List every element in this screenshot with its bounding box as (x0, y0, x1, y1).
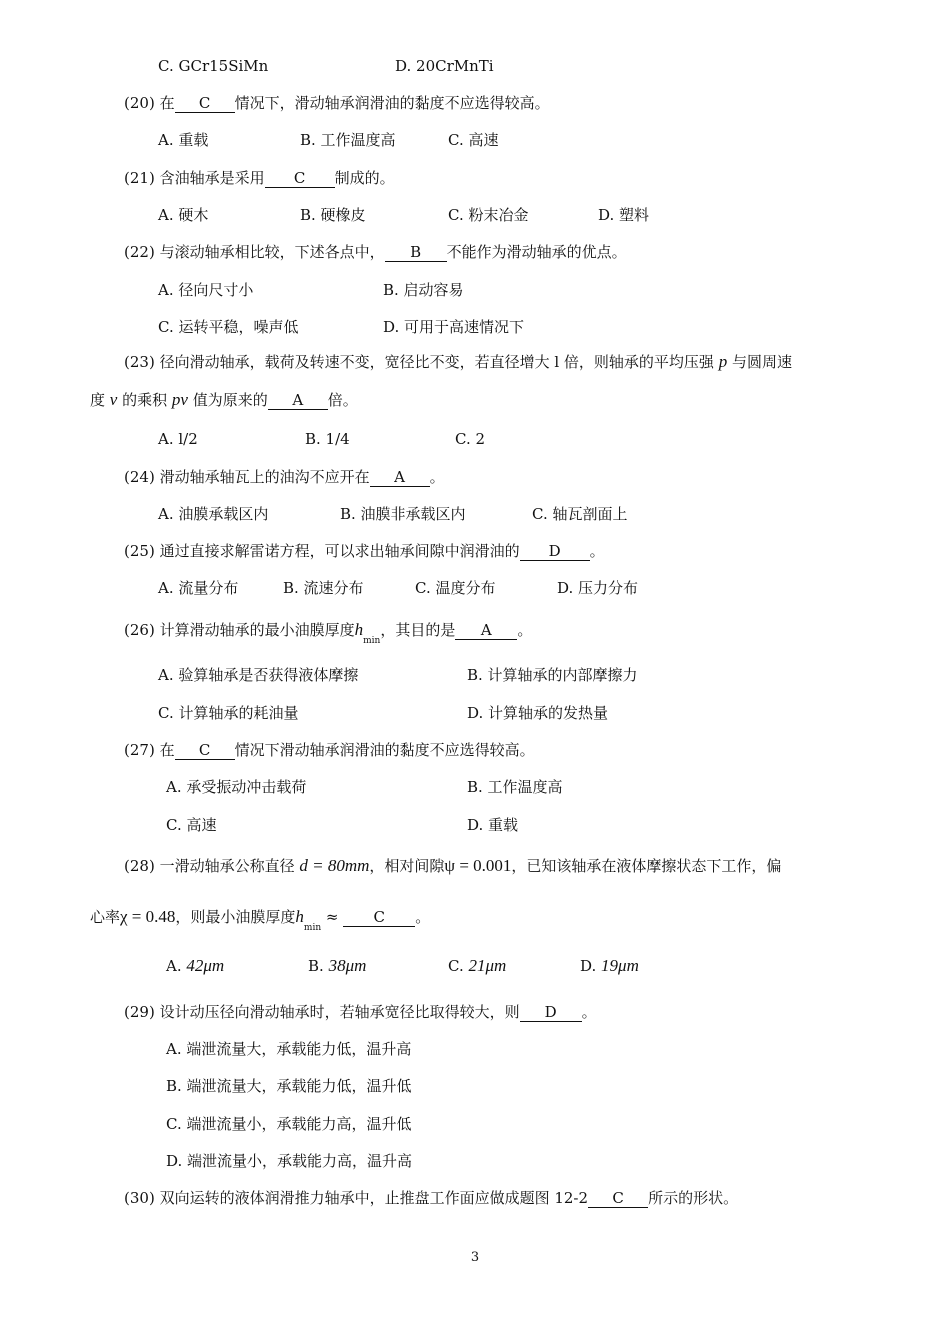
option-c-prev: C. GCr15SiMn (158, 57, 269, 75)
question-number: (22) (124, 243, 155, 261)
option-d: D. 重载 (467, 816, 519, 834)
answer-blank: C (175, 742, 235, 760)
question-text: 。 (415, 908, 431, 926)
question-number: (26) (124, 621, 155, 639)
answer-blank: A (455, 622, 517, 640)
option-d (580, 956, 639, 976)
question-text: 与圆周速 (731, 353, 792, 371)
question-text: 通过直接求解雷诺方程，可以求出轴承间隙中润滑油的 (159, 542, 520, 560)
subscript: min (363, 636, 381, 646)
question-text: 。 (517, 621, 533, 639)
question-number: (23) (124, 353, 155, 371)
question-text: 双向运转的液体润滑推力轴承中，止推盘工作面应做成题图 12-2 (159, 1189, 589, 1207)
pv-symbol: pv (171, 390, 188, 409)
option-label: B. (308, 957, 324, 975)
question-text: 含油轴承是采用 (159, 169, 265, 187)
option-c: C. 端泄流量小，承载能力高，温升低 (166, 1115, 412, 1133)
question-26 (124, 620, 533, 646)
question-25 (124, 541, 605, 561)
question-number: (28) (124, 857, 155, 875)
question-21 (124, 168, 395, 188)
answer-blank: C (588, 1190, 648, 1208)
question-text: 一滑动轴承公称直径 (159, 857, 295, 875)
option-a: A. l/2 (158, 430, 198, 448)
question-number: (30) (124, 1189, 155, 1207)
option-b: B. 1/4 (305, 430, 350, 448)
question-27 (124, 740, 535, 760)
question-text: 不能作为滑动轴承的优点。 (446, 243, 627, 261)
question-22 (124, 242, 627, 262)
film-thickness-symbol: h (295, 907, 304, 926)
subscript: min (303, 923, 322, 933)
option-value: 38μm (328, 956, 367, 975)
option-c: C. 温度分布 (415, 579, 496, 597)
question-text: 的乘积 (122, 391, 168, 409)
question-text: 与滚动轴承相比较，下述各点中， (159, 243, 385, 261)
question-text: 。 (429, 468, 445, 486)
question-23 (124, 352, 792, 372)
velocity-symbol: v (109, 390, 118, 409)
question-text: 制成的。 (334, 169, 395, 187)
question-number: (29) (124, 1003, 155, 1021)
answer-blank: A (268, 392, 328, 410)
question-text: 。 (589, 542, 605, 560)
question-text: 倍。 (327, 391, 358, 409)
eccentricity-equation: χ = 0.48 (120, 907, 176, 926)
option-d-prev: D. 20CrMnTi (395, 57, 494, 75)
option-c: C. 运转平稳，噪声低 (158, 318, 299, 336)
question-text: 值为原来的 (192, 391, 268, 409)
option-b: B. 流速分布 (283, 579, 364, 597)
answer-blank: B (385, 244, 447, 262)
option-a: A. 承受振动冲击载荷 (166, 778, 307, 796)
approx-symbol: ≈ (325, 908, 339, 926)
answer-blank: C (343, 909, 415, 927)
question-20 (124, 93, 550, 113)
option-d: D. 计算轴承的发热量 (467, 704, 609, 722)
question-text: 计算滑动轴承的最小油膜厚度 (159, 621, 355, 639)
question-29 (124, 1002, 597, 1022)
question-28-cont (90, 907, 431, 933)
question-24 (124, 467, 445, 487)
film-thickness-symbol: h (354, 620, 364, 639)
option-b (308, 956, 366, 976)
option-d: D. 可用于高速情况下 (383, 318, 525, 336)
option-a (166, 956, 224, 976)
option-a: A. 验算轴承是否获得液体摩擦 (158, 666, 359, 684)
option-label: C. (448, 957, 464, 975)
option-b: B. 硬橡皮 (300, 206, 366, 224)
answer-blank: A (370, 469, 430, 487)
question-number: (27) (124, 741, 155, 759)
option-b: B. 工作温度高 (467, 778, 563, 796)
option-a: A. 径向尺寸小 (158, 281, 254, 299)
question-23-cont (90, 390, 358, 410)
question-number: (25) (124, 542, 155, 560)
pressure-symbol: p (718, 352, 728, 371)
option-a: A. 流量分布 (158, 579, 239, 597)
question-text: 心率 (90, 908, 121, 926)
option-d: D. 端泄流量小，承载能力高，温升高 (166, 1152, 413, 1170)
option-a: A. 重载 (158, 131, 209, 149)
question-number: (21) (124, 169, 155, 187)
question-text: 设计动压径向滑动轴承时，若轴承宽径比取得较大，则 (159, 1003, 520, 1021)
question-30 (124, 1188, 738, 1208)
question-text: 情况下滑动轴承润滑油的黏度不应选得较高。 (234, 741, 535, 759)
option-b: B. 油膜非承载区内 (340, 505, 466, 523)
option-c: C. 高速 (166, 816, 217, 834)
option-a: A. 油膜承载区内 (158, 505, 269, 523)
question-text: 。 (581, 1003, 597, 1021)
question-text: 所示的形状。 (648, 1189, 739, 1207)
question-number: (20) (124, 94, 155, 112)
option-c: C. 高速 (448, 131, 499, 149)
diameter-equation: d = 80mm (299, 856, 370, 875)
option-b: B. 工作温度高 (300, 131, 396, 149)
question-number: (24) (124, 468, 155, 486)
option-c (448, 956, 506, 976)
answer-blank: C (175, 95, 235, 113)
question-text: 径向滑动轴承，载荷及转速不变，宽径比不变，若直径增大 l 倍，则轴承的平均压强 (159, 353, 714, 371)
option-d: D. 压力分布 (557, 579, 639, 597)
option-a: A. 端泄流量大，承载能力低，温升高 (166, 1040, 412, 1058)
option-d: D. 塑料 (598, 206, 650, 224)
option-label: D. (580, 957, 597, 975)
page-number: 3 (470, 1250, 480, 1265)
answer-blank: C (265, 170, 335, 188)
question-text: ，已知该轴承在液体摩擦状态下工作，偏 (511, 857, 782, 875)
question-text: ，则最小油膜厚度 (175, 908, 296, 926)
option-b: B. 启动容易 (383, 281, 464, 299)
question-text: 在 (159, 741, 175, 759)
question-text: 度 (90, 391, 106, 409)
answer-blank: D (520, 543, 590, 561)
question-28 (124, 856, 781, 876)
question-text: 情况下，滑动轴承润滑油的黏度不应选得较高。 (234, 94, 550, 112)
option-b: B. 计算轴承的内部摩擦力 (467, 666, 638, 684)
question-text: ，其目的是 (380, 621, 456, 639)
option-c: C. 计算轴承的耗油量 (158, 704, 299, 722)
question-text: 在 (159, 94, 175, 112)
option-a: A. 硬木 (158, 206, 209, 224)
answer-blank: D (520, 1004, 582, 1022)
option-c: C. 轴瓦剖面上 (532, 505, 628, 523)
option-value: 21μm (468, 956, 507, 975)
option-label: A. (166, 957, 182, 975)
option-value: 42μm (186, 956, 225, 975)
option-b: B. 端泄流量大，承载能力低，温升低 (166, 1077, 412, 1095)
question-text: 滑动轴承轴瓦上的油沟不应开在 (159, 468, 370, 486)
question-text: ，相对间隙 (369, 857, 445, 875)
option-c: C. 2 (455, 430, 486, 448)
option-value: 19μm (601, 956, 639, 975)
option-c: C. 粉末冶金 (448, 206, 529, 224)
clearance-equation: ψ = 0.001 (444, 856, 512, 875)
